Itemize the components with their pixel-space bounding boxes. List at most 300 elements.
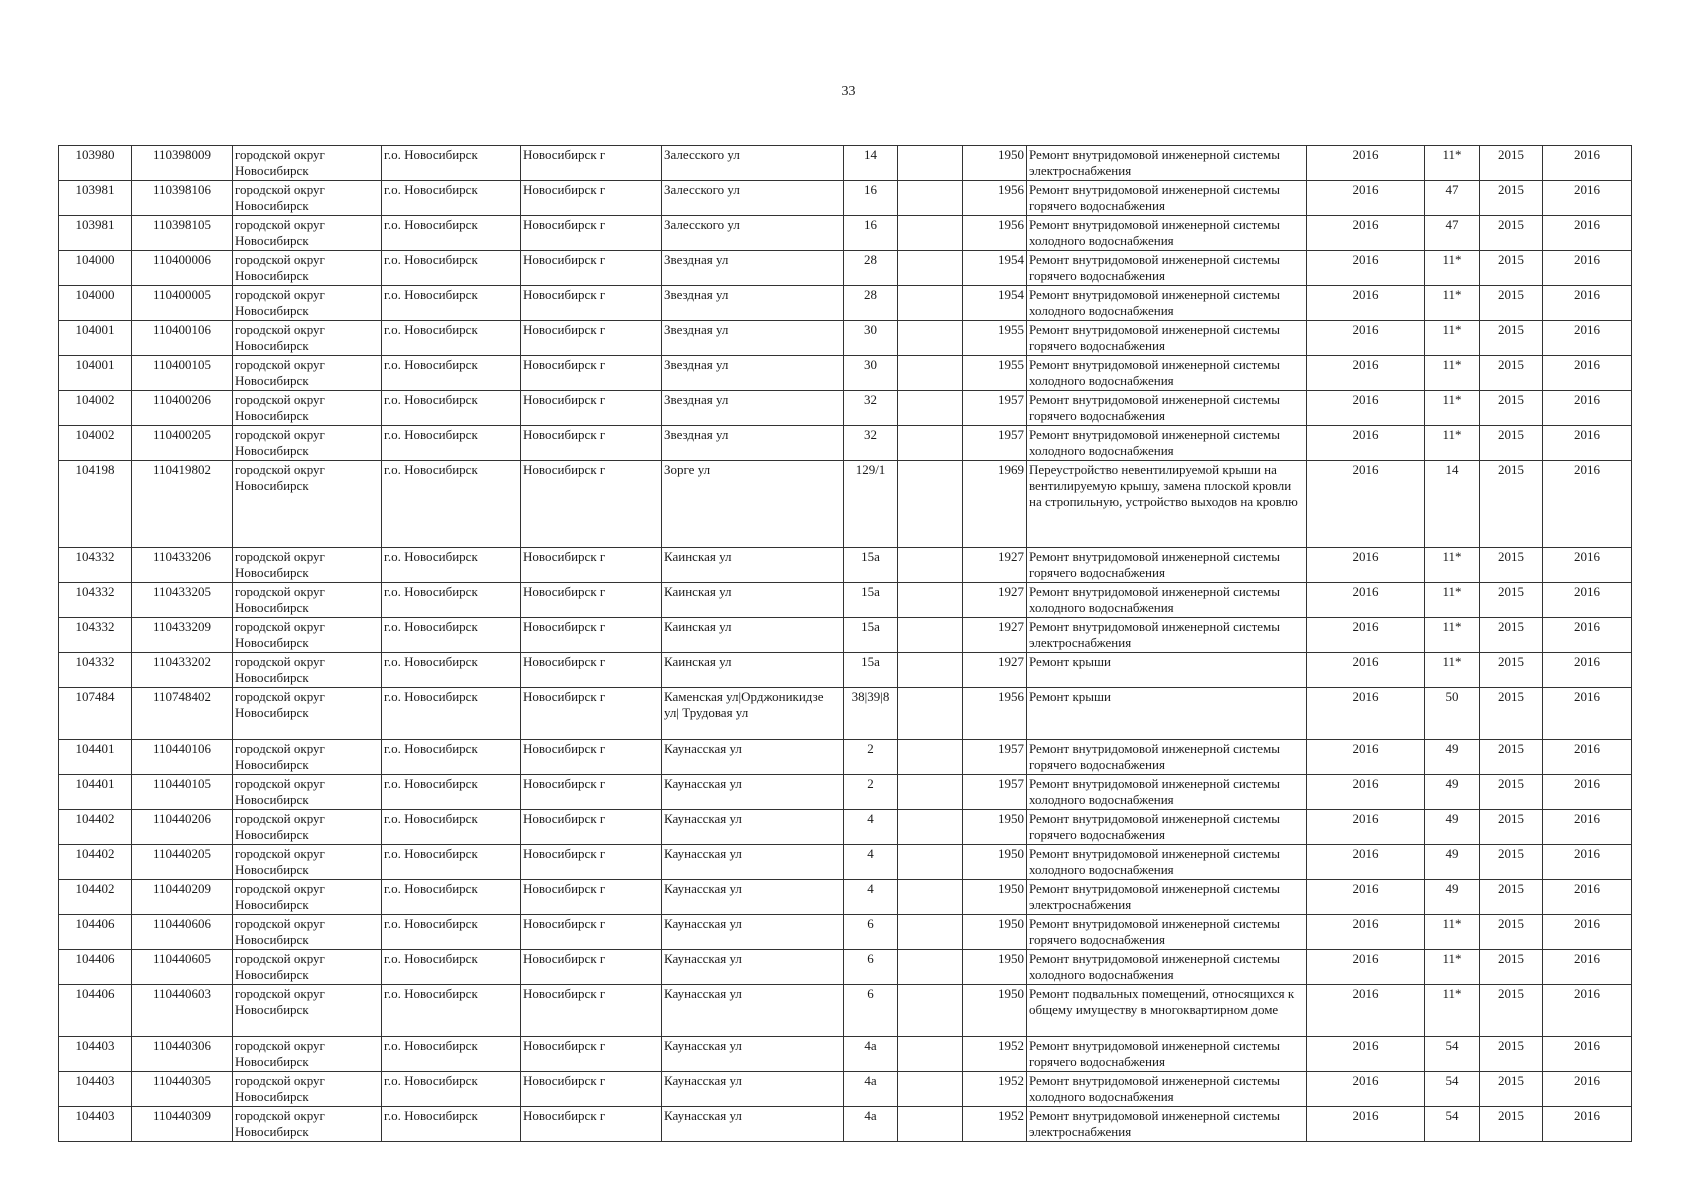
cell-house-number: 6 — [844, 985, 898, 1037]
cell-end-year: 2016 — [1543, 321, 1632, 356]
cell-work-type: Ремонт внутридомовой инженерной системы горячего водоснабжения — [1027, 251, 1307, 286]
cell-end-year: 2016 — [1543, 950, 1632, 985]
cell-blank-column — [898, 461, 963, 548]
cell-start-year: 2015 — [1480, 181, 1543, 216]
cell-wear-percent: 50 — [1425, 688, 1480, 740]
table-row — [59, 146, 1632, 181]
cell-street: Звездная ул — [662, 356, 844, 391]
cell-planned-year: 2016 — [1307, 251, 1425, 286]
cell-street: Каменская ул|Орджоникидзе ул| Трудовая ул — [662, 688, 844, 740]
cell-start-year: 2015 — [1480, 146, 1543, 181]
cell-blank-column — [898, 548, 963, 583]
cell-blank-column — [898, 880, 963, 915]
cell-house-number: 15а — [844, 548, 898, 583]
cell-object-id: 110748402 — [132, 688, 233, 740]
cell-city: Новосибирск г — [521, 391, 662, 426]
cell-house-number: 30 — [844, 356, 898, 391]
cell-object-id: 110440205 — [132, 845, 233, 880]
table-row — [59, 356, 1632, 391]
cell-end-year: 2016 — [1543, 286, 1632, 321]
cell-municipal-district: г.о. Новосибирск — [382, 391, 521, 426]
cell-build-year: 1954 — [963, 251, 1027, 286]
cell-municipal-district: г.о. Новосибирск — [382, 985, 521, 1037]
cell-municipal-district: г.о. Новосибирск — [382, 618, 521, 653]
cell-house-number: 4 — [844, 880, 898, 915]
cell-end-year: 2016 — [1543, 740, 1632, 775]
cell-work-type: Ремонт внутридомовой инженерной системы холодного водоснабжения — [1027, 426, 1307, 461]
cell-municipality: городской округ Новосибирск — [233, 461, 382, 548]
cell-start-year: 2015 — [1480, 845, 1543, 880]
cell-municipality: городской округ Новосибирск — [233, 1107, 382, 1142]
cell-planned-year: 2016 — [1307, 216, 1425, 251]
cell-city: Новосибирск г — [521, 740, 662, 775]
cell-city: Новосибирск г — [521, 653, 662, 688]
cell-object-id: 110440306 — [132, 1037, 233, 1072]
cell-start-year: 2015 — [1480, 880, 1543, 915]
cell-end-year: 2016 — [1543, 688, 1632, 740]
cell-house-id: 104406 — [59, 950, 132, 985]
cell-city: Новосибирск г — [521, 880, 662, 915]
cell-work-type: Ремонт внутридомовой инженерной системы холодного водоснабжения — [1027, 216, 1307, 251]
table-row — [59, 1072, 1632, 1107]
cell-house-number: 16 — [844, 181, 898, 216]
table-row — [59, 740, 1632, 775]
cell-planned-year: 2016 — [1307, 1072, 1425, 1107]
cell-blank-column — [898, 583, 963, 618]
cell-city: Новосибирск г — [521, 775, 662, 810]
cell-end-year: 2016 — [1543, 426, 1632, 461]
cell-build-year: 1957 — [963, 391, 1027, 426]
cell-planned-year: 2016 — [1307, 880, 1425, 915]
cell-build-year: 1957 — [963, 775, 1027, 810]
cell-municipal-district: г.о. Новосибирск — [382, 286, 521, 321]
cell-wear-percent: 11* — [1425, 548, 1480, 583]
cell-work-type: Ремонт внутридомовой инженерной системы холодного водоснабжения — [1027, 286, 1307, 321]
cell-blank-column — [898, 356, 963, 391]
cell-house-id: 104402 — [59, 810, 132, 845]
cell-city: Новосибирск г — [521, 146, 662, 181]
cell-house-number: 6 — [844, 915, 898, 950]
cell-municipal-district: г.о. Новосибирск — [382, 775, 521, 810]
cell-work-type: Ремонт внутридомовой инженерной системы холодного водоснабжения — [1027, 950, 1307, 985]
cell-work-type: Ремонт внутридомовой инженерной системы холодного водоснабжения — [1027, 775, 1307, 810]
cell-municipality: городской округ Новосибирск — [233, 618, 382, 653]
cell-end-year: 2016 — [1543, 461, 1632, 548]
cell-house-number: 4а — [844, 1037, 898, 1072]
cell-municipality: городской округ Новосибирск — [233, 1072, 382, 1107]
cell-end-year: 2016 — [1543, 216, 1632, 251]
cell-municipal-district: г.о. Новосибирск — [382, 740, 521, 775]
cell-start-year: 2015 — [1480, 688, 1543, 740]
cell-start-year: 2015 — [1480, 216, 1543, 251]
cell-work-type: Ремонт внутридомовой инженерной системы холодного водоснабжения — [1027, 583, 1307, 618]
cell-blank-column — [898, 391, 963, 426]
cell-municipal-district: г.о. Новосибирск — [382, 653, 521, 688]
cell-work-type: Ремонт крыши — [1027, 688, 1307, 740]
cell-planned-year: 2016 — [1307, 321, 1425, 356]
cell-municipality: городской округ Новосибирск — [233, 653, 382, 688]
cell-house-id: 104402 — [59, 880, 132, 915]
cell-object-id: 110400106 — [132, 321, 233, 356]
cell-house-id: 104332 — [59, 653, 132, 688]
cell-house-number: 15а — [844, 583, 898, 618]
cell-build-year: 1950 — [963, 810, 1027, 845]
cell-house-number: 28 — [844, 286, 898, 321]
cell-house-number: 32 — [844, 391, 898, 426]
cell-municipal-district: г.о. Новосибирск — [382, 950, 521, 985]
cell-house-id: 104332 — [59, 548, 132, 583]
cell-planned-year: 2016 — [1307, 653, 1425, 688]
cell-start-year: 2015 — [1480, 740, 1543, 775]
cell-wear-percent: 11* — [1425, 915, 1480, 950]
cell-house-number: 4 — [844, 845, 898, 880]
cell-planned-year: 2016 — [1307, 775, 1425, 810]
cell-wear-percent: 49 — [1425, 810, 1480, 845]
cell-house-number: 15а — [844, 653, 898, 688]
table-row — [59, 985, 1632, 1037]
cell-house-id: 103980 — [59, 146, 132, 181]
cell-blank-column — [898, 426, 963, 461]
cell-build-year: 1952 — [963, 1107, 1027, 1142]
cell-blank-column — [898, 146, 963, 181]
cell-build-year: 1952 — [963, 1072, 1027, 1107]
cell-municipality: городской округ Новосибирск — [233, 181, 382, 216]
cell-build-year: 1927 — [963, 583, 1027, 618]
cell-start-year: 2015 — [1480, 1107, 1543, 1142]
cell-street: Звездная ул — [662, 286, 844, 321]
table-row — [59, 810, 1632, 845]
table-row — [59, 181, 1632, 216]
cell-build-year: 1954 — [963, 286, 1027, 321]
cell-municipality: городской округ Новосибирск — [233, 321, 382, 356]
cell-work-type: Ремонт внутридомовой инженерной системы электроснабжения — [1027, 618, 1307, 653]
cell-build-year: 1956 — [963, 216, 1027, 251]
table-row — [59, 880, 1632, 915]
cell-municipal-district: г.о. Новосибирск — [382, 845, 521, 880]
cell-object-id: 110398105 — [132, 216, 233, 251]
cell-municipality: городской округ Новосибирск — [233, 251, 382, 286]
cell-work-type: Ремонт внутридомовой инженерной системы холодного водоснабжения — [1027, 845, 1307, 880]
cell-end-year: 2016 — [1543, 583, 1632, 618]
cell-municipal-district: г.о. Новосибирск — [382, 880, 521, 915]
cell-house-number: 30 — [844, 321, 898, 356]
cell-wear-percent: 49 — [1425, 740, 1480, 775]
cell-blank-column — [898, 688, 963, 740]
cell-object-id: 110440606 — [132, 915, 233, 950]
cell-municipal-district: г.о. Новосибирск — [382, 583, 521, 618]
cell-blank-column — [898, 181, 963, 216]
cell-municipality: городской округ Новосибирск — [233, 286, 382, 321]
cell-wear-percent: 11* — [1425, 356, 1480, 391]
cell-planned-year: 2016 — [1307, 915, 1425, 950]
cell-wear-percent: 11* — [1425, 583, 1480, 618]
cell-planned-year: 2016 — [1307, 985, 1425, 1037]
cell-city: Новосибирск г — [521, 583, 662, 618]
cell-planned-year: 2016 — [1307, 688, 1425, 740]
cell-house-number: 16 — [844, 216, 898, 251]
cell-house-id: 104401 — [59, 775, 132, 810]
cell-municipality: городской округ Новосибирск — [233, 146, 382, 181]
cell-start-year: 2015 — [1480, 251, 1543, 286]
cell-wear-percent: 47 — [1425, 181, 1480, 216]
cell-wear-percent: 49 — [1425, 845, 1480, 880]
cell-street: Каунасская ул — [662, 880, 844, 915]
cell-start-year: 2015 — [1480, 653, 1543, 688]
cell-work-type: Переустройство невентилируемой крыши на вентилируемую крышу, замена плоской кровли на стропильную, устройство выходов на кровлю — [1027, 461, 1307, 548]
cell-wear-percent: 54 — [1425, 1072, 1480, 1107]
cell-end-year: 2016 — [1543, 356, 1632, 391]
cell-planned-year: 2016 — [1307, 1107, 1425, 1142]
cell-work-type: Ремонт подвальных помещений, относящихся к общему имуществу в многоквартирном доме — [1027, 985, 1307, 1037]
table-row — [59, 688, 1632, 740]
cell-blank-column — [898, 618, 963, 653]
cell-object-id: 110440305 — [132, 1072, 233, 1107]
cell-object-id: 110440603 — [132, 985, 233, 1037]
cell-build-year: 1950 — [963, 146, 1027, 181]
cell-start-year: 2015 — [1480, 1072, 1543, 1107]
cell-street: Звездная ул — [662, 251, 844, 286]
cell-house-id: 104332 — [59, 618, 132, 653]
table-row — [59, 548, 1632, 583]
table-row — [59, 1107, 1632, 1142]
cell-municipal-district: г.о. Новосибирск — [382, 426, 521, 461]
cell-start-year: 2015 — [1480, 950, 1543, 985]
cell-municipality: городской округ Новосибирск — [233, 426, 382, 461]
cell-start-year: 2015 — [1480, 810, 1543, 845]
cell-wear-percent: 49 — [1425, 775, 1480, 810]
cell-wear-percent: 11* — [1425, 146, 1480, 181]
cell-street: Зорге ул — [662, 461, 844, 548]
cell-house-number: 129/1 — [844, 461, 898, 548]
cell-object-id: 110433202 — [132, 653, 233, 688]
cell-end-year: 2016 — [1543, 1072, 1632, 1107]
cell-object-id: 110440309 — [132, 1107, 233, 1142]
table-row — [59, 915, 1632, 950]
cell-municipal-district: г.о. Новосибирск — [382, 810, 521, 845]
cell-planned-year: 2016 — [1307, 548, 1425, 583]
cell-object-id: 110400006 — [132, 251, 233, 286]
cell-street: Залесского ул — [662, 146, 844, 181]
cell-municipal-district: г.о. Новосибирск — [382, 321, 521, 356]
cell-house-id: 104403 — [59, 1107, 132, 1142]
cell-house-id: 104401 — [59, 740, 132, 775]
cell-street: Каунасская ул — [662, 915, 844, 950]
cell-planned-year: 2016 — [1307, 426, 1425, 461]
cell-blank-column — [898, 915, 963, 950]
cell-city: Новосибирск г — [521, 845, 662, 880]
cell-house-id: 104402 — [59, 845, 132, 880]
cell-municipality: городской округ Новосибирск — [233, 356, 382, 391]
cell-end-year: 2016 — [1543, 618, 1632, 653]
cell-municipality: городской округ Новосибирск — [233, 688, 382, 740]
cell-planned-year: 2016 — [1307, 356, 1425, 391]
table-row — [59, 426, 1632, 461]
cell-object-id: 110400205 — [132, 426, 233, 461]
cell-object-id: 110419802 — [132, 461, 233, 548]
table-row — [59, 251, 1632, 286]
cell-end-year: 2016 — [1543, 810, 1632, 845]
cell-start-year: 2015 — [1480, 583, 1543, 618]
cell-street: Каинская ул — [662, 618, 844, 653]
cell-city: Новосибирск г — [521, 618, 662, 653]
cell-work-type: Ремонт крыши — [1027, 653, 1307, 688]
cell-build-year: 1950 — [963, 950, 1027, 985]
cell-house-id: 103981 — [59, 216, 132, 251]
cell-work-type: Ремонт внутридомовой инженерной системы горячего водоснабжения — [1027, 810, 1307, 845]
cell-municipal-district: г.о. Новосибирск — [382, 1072, 521, 1107]
cell-end-year: 2016 — [1543, 391, 1632, 426]
cell-street: Звездная ул — [662, 426, 844, 461]
cell-work-type: Ремонт внутридомовой инженерной системы горячего водоснабжения — [1027, 915, 1307, 950]
cell-municipal-district: г.о. Новосибирск — [382, 216, 521, 251]
cell-municipality: городской округ Новосибирск — [233, 845, 382, 880]
cell-municipal-district: г.о. Новосибирск — [382, 461, 521, 548]
table-row — [59, 653, 1632, 688]
cell-house-id: 104198 — [59, 461, 132, 548]
cell-start-year: 2015 — [1480, 915, 1543, 950]
cell-end-year: 2016 — [1543, 775, 1632, 810]
cell-build-year: 1969 — [963, 461, 1027, 548]
capital-repair-table — [58, 145, 1632, 1142]
cell-work-type: Ремонт внутридомовой инженерной системы горячего водоснабжения — [1027, 548, 1307, 583]
cell-city: Новосибирск г — [521, 810, 662, 845]
cell-municipality: городской округ Новосибирск — [233, 740, 382, 775]
cell-work-type: Ремонт внутридомовой инженерной системы электроснабжения — [1027, 146, 1307, 181]
cell-municipality: городской округ Новосибирск — [233, 391, 382, 426]
cell-object-id: 110440106 — [132, 740, 233, 775]
cell-street: Залесского ул — [662, 216, 844, 251]
cell-object-id: 110433206 — [132, 548, 233, 583]
table-row — [59, 775, 1632, 810]
cell-planned-year: 2016 — [1307, 461, 1425, 548]
cell-street: Каунасская ул — [662, 950, 844, 985]
cell-end-year: 2016 — [1543, 1037, 1632, 1072]
cell-street: Каинская ул — [662, 548, 844, 583]
cell-blank-column — [898, 1072, 963, 1107]
cell-municipality: городской округ Новосибирск — [233, 985, 382, 1037]
cell-house-number: 28 — [844, 251, 898, 286]
cell-object-id: 110400105 — [132, 356, 233, 391]
cell-object-id: 110440605 — [132, 950, 233, 985]
cell-end-year: 2016 — [1543, 915, 1632, 950]
table-row — [59, 950, 1632, 985]
cell-wear-percent: 47 — [1425, 216, 1480, 251]
table-row — [59, 321, 1632, 356]
cell-municipal-district: г.о. Новосибирск — [382, 181, 521, 216]
cell-start-year: 2015 — [1480, 426, 1543, 461]
cell-work-type: Ремонт внутридомовой инженерной системы электроснабжения — [1027, 1107, 1307, 1142]
cell-planned-year: 2016 — [1307, 391, 1425, 426]
cell-build-year: 1927 — [963, 618, 1027, 653]
cell-build-year: 1950 — [963, 985, 1027, 1037]
cell-wear-percent: 11* — [1425, 653, 1480, 688]
cell-build-year: 1950 — [963, 915, 1027, 950]
table-row — [59, 845, 1632, 880]
cell-city: Новосибирск г — [521, 915, 662, 950]
cell-start-year: 2015 — [1480, 391, 1543, 426]
cell-object-id: 110398106 — [132, 181, 233, 216]
cell-municipality: городской округ Новосибирск — [233, 915, 382, 950]
cell-wear-percent: 49 — [1425, 880, 1480, 915]
cell-work-type: Ремонт внутридомовой инженерной системы холодного водоснабжения — [1027, 1072, 1307, 1107]
cell-build-year: 1957 — [963, 740, 1027, 775]
cell-object-id: 110400005 — [132, 286, 233, 321]
cell-street: Каунасская ул — [662, 775, 844, 810]
cell-house-number: 38|39|8 — [844, 688, 898, 740]
cell-wear-percent: 11* — [1425, 321, 1480, 356]
cell-planned-year: 2016 — [1307, 146, 1425, 181]
cell-house-number: 2 — [844, 740, 898, 775]
cell-street: Каинская ул — [662, 653, 844, 688]
cell-end-year: 2016 — [1543, 653, 1632, 688]
cell-build-year: 1950 — [963, 880, 1027, 915]
cell-house-id: 103981 — [59, 181, 132, 216]
cell-blank-column — [898, 950, 963, 985]
cell-end-year: 2016 — [1543, 845, 1632, 880]
cell-city: Новосибирск г — [521, 1072, 662, 1107]
cell-object-id: 110433205 — [132, 583, 233, 618]
cell-city: Новосибирск г — [521, 426, 662, 461]
cell-municipality: городской округ Новосибирск — [233, 950, 382, 985]
cell-object-id: 110440105 — [132, 775, 233, 810]
table-row — [59, 618, 1632, 653]
cell-municipal-district: г.о. Новосибирск — [382, 688, 521, 740]
cell-house-number: 4 — [844, 810, 898, 845]
cell-work-type: Ремонт внутридомовой инженерной системы горячего водоснабжения — [1027, 391, 1307, 426]
cell-wear-percent: 11* — [1425, 426, 1480, 461]
cell-house-id: 104332 — [59, 583, 132, 618]
cell-house-id: 104001 — [59, 356, 132, 391]
cell-city: Новосибирск г — [521, 251, 662, 286]
cell-planned-year: 2016 — [1307, 810, 1425, 845]
cell-municipality: городской округ Новосибирск — [233, 810, 382, 845]
cell-build-year: 1956 — [963, 688, 1027, 740]
cell-planned-year: 2016 — [1307, 950, 1425, 985]
cell-street: Каунасская ул — [662, 810, 844, 845]
cell-planned-year: 2016 — [1307, 181, 1425, 216]
cell-street: Каунасская ул — [662, 1107, 844, 1142]
cell-planned-year: 2016 — [1307, 740, 1425, 775]
cell-object-id: 110440206 — [132, 810, 233, 845]
cell-planned-year: 2016 — [1307, 583, 1425, 618]
cell-work-type: Ремонт внутридомовой инженерной системы горячего водоснабжения — [1027, 321, 1307, 356]
cell-city: Новосибирск г — [521, 548, 662, 583]
cell-build-year: 1952 — [963, 1037, 1027, 1072]
cell-start-year: 2015 — [1480, 618, 1543, 653]
cell-wear-percent: 14 — [1425, 461, 1480, 548]
cell-start-year: 2015 — [1480, 1037, 1543, 1072]
cell-city: Новосибирск г — [521, 286, 662, 321]
cell-work-type: Ремонт внутридомовой инженерной системы горячего водоснабжения — [1027, 181, 1307, 216]
cell-municipal-district: г.о. Новосибирск — [382, 915, 521, 950]
cell-city: Новосибирск г — [521, 321, 662, 356]
cell-house-number: 14 — [844, 146, 898, 181]
cell-blank-column — [898, 985, 963, 1037]
cell-blank-column — [898, 653, 963, 688]
cell-house-id: 104000 — [59, 286, 132, 321]
cell-build-year: 1955 — [963, 356, 1027, 391]
cell-city: Новосибирск г — [521, 688, 662, 740]
cell-start-year: 2015 — [1480, 985, 1543, 1037]
cell-work-type: Ремонт внутридомовой инженерной системы горячего водоснабжения — [1027, 740, 1307, 775]
cell-municipality: городской округ Новосибирск — [233, 583, 382, 618]
cell-wear-percent: 54 — [1425, 1037, 1480, 1072]
cell-planned-year: 2016 — [1307, 845, 1425, 880]
cell-start-year: 2015 — [1480, 461, 1543, 548]
cell-house-number: 15а — [844, 618, 898, 653]
table-row — [59, 583, 1632, 618]
cell-house-number: 2 — [844, 775, 898, 810]
